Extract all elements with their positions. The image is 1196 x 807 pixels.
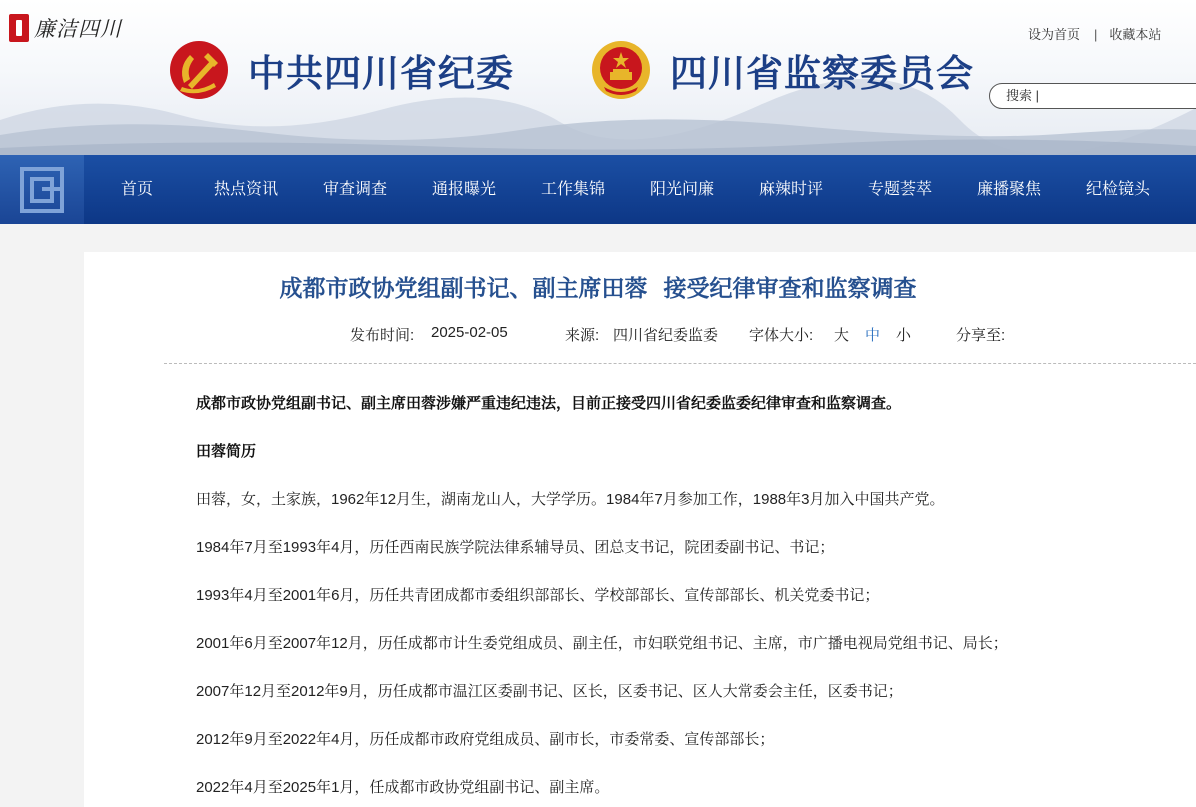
nav-investigation[interactable]: 审查调查 [322, 181, 388, 198]
top-link-separator: | [1094, 27, 1098, 42]
seal-icon [9, 14, 29, 42]
nav-broadcast[interactable]: 廉播聚焦 [976, 181, 1042, 198]
article-meta [84, 324, 1196, 346]
national-emblem-icon [590, 39, 652, 101]
article-paragraph: 2022年4月至2025年1月，任成都市政协党组副书记、副主席。 [196, 779, 610, 796]
nav-exposure[interactable]: 通报曝光 [431, 181, 497, 198]
article-paragraph: 田蓉简历 [196, 443, 257, 460]
publish-date: 2025-02-05 [431, 324, 508, 341]
nav-topics[interactable]: 专题荟萃 [867, 181, 933, 198]
article-paragraph: 1984年7月至1993年4月，历任西南民族学院法律系辅导员、团总支书记，院团委副书记、书记； [196, 539, 835, 556]
nav-camera[interactable]: 纪检镜头 [1085, 181, 1151, 198]
article-paragraph: 1993年4月至2001年6月，历任共青团成都市委组织部部长、学校部部长、宣传部部长、机关党委书记； [196, 587, 880, 604]
nav-work-highlights[interactable]: 工作集锦 [540, 181, 606, 198]
source-label: 来源: [565, 327, 600, 344]
article-title-part1: 成都市政协党组副书记、副主席田蓉 [279, 275, 648, 301]
brand-party-committee[interactable] [168, 38, 514, 102]
site-header [0, 0, 1196, 155]
article-paragraph: 2007年12月至2012年9月，历任成都市温江区委副书记、区长，区委书记、区人大常委会主任，区委书记； [196, 683, 903, 700]
nav-decoration [0, 155, 84, 224]
article-paragraph: 2001年6月至2007年12月，历任成都市计生委党组成员、副主任，市妇联党组书记、主席，市广播电视局党组书记、局长； [196, 635, 1008, 652]
party-emblem-icon [168, 39, 230, 101]
font-size-label: 字体大小: [749, 327, 814, 344]
brand-supervision-commission[interactable] [590, 38, 974, 102]
search-input[interactable]: 搜索 | [989, 83, 1196, 109]
meta-divider [164, 363, 1196, 364]
site-logo[interactable] [9, 12, 122, 44]
share-label: 分享至: [956, 327, 1006, 344]
nav-hot-news[interactable]: 热点资讯 [213, 181, 279, 198]
article-paragraph: 2012年9月至2022年4月，历任成都市政府党组成员、副市长，市委常委、宣传部部长； [196, 731, 775, 748]
article-container [84, 252, 1196, 807]
article-title [0, 270, 1196, 303]
set-homepage-link[interactable]: 设为首页 [1028, 27, 1081, 42]
font-size-small[interactable]: 小 [896, 327, 912, 344]
nav-commentary[interactable]: 麻辣时评 [758, 181, 824, 198]
font-size-medium[interactable]: 中 [865, 327, 881, 344]
site-logo-text: 廉洁四川 [34, 17, 122, 41]
brand-left-title: 中共四川省纪委 [248, 53, 514, 94]
article-paragraph: 成都市政协党组副书记、副主席田蓉涉嫌严重违纪违法，目前正接受四川省纪委监委纪律审查和监察调查。 [196, 395, 902, 412]
nav-home[interactable]: 首页 [120, 181, 154, 198]
article-paragraph: 田蓉，女，土家族，1962年12月生，湖南龙山人，大学学历。1984年7月参加工作，1988年3月加入中国共产党。 [196, 491, 945, 508]
bookmark-link[interactable]: 收藏本站 [1109, 27, 1162, 42]
source-value: 四川省纪委监委 [613, 327, 719, 344]
top-links [1028, 24, 1161, 43]
nav-sunshine[interactable]: 阳光问廉 [649, 181, 715, 198]
article-title-part2: 接受纪律审查和监察调查 [663, 275, 917, 301]
pattern-icon [0, 155, 84, 224]
publish-label: 发布时间: [350, 327, 415, 344]
main-nav [0, 155, 1196, 224]
brand-right-title: 四川省监察委员会 [670, 53, 974, 94]
font-size-large[interactable]: 大 [834, 327, 850, 344]
